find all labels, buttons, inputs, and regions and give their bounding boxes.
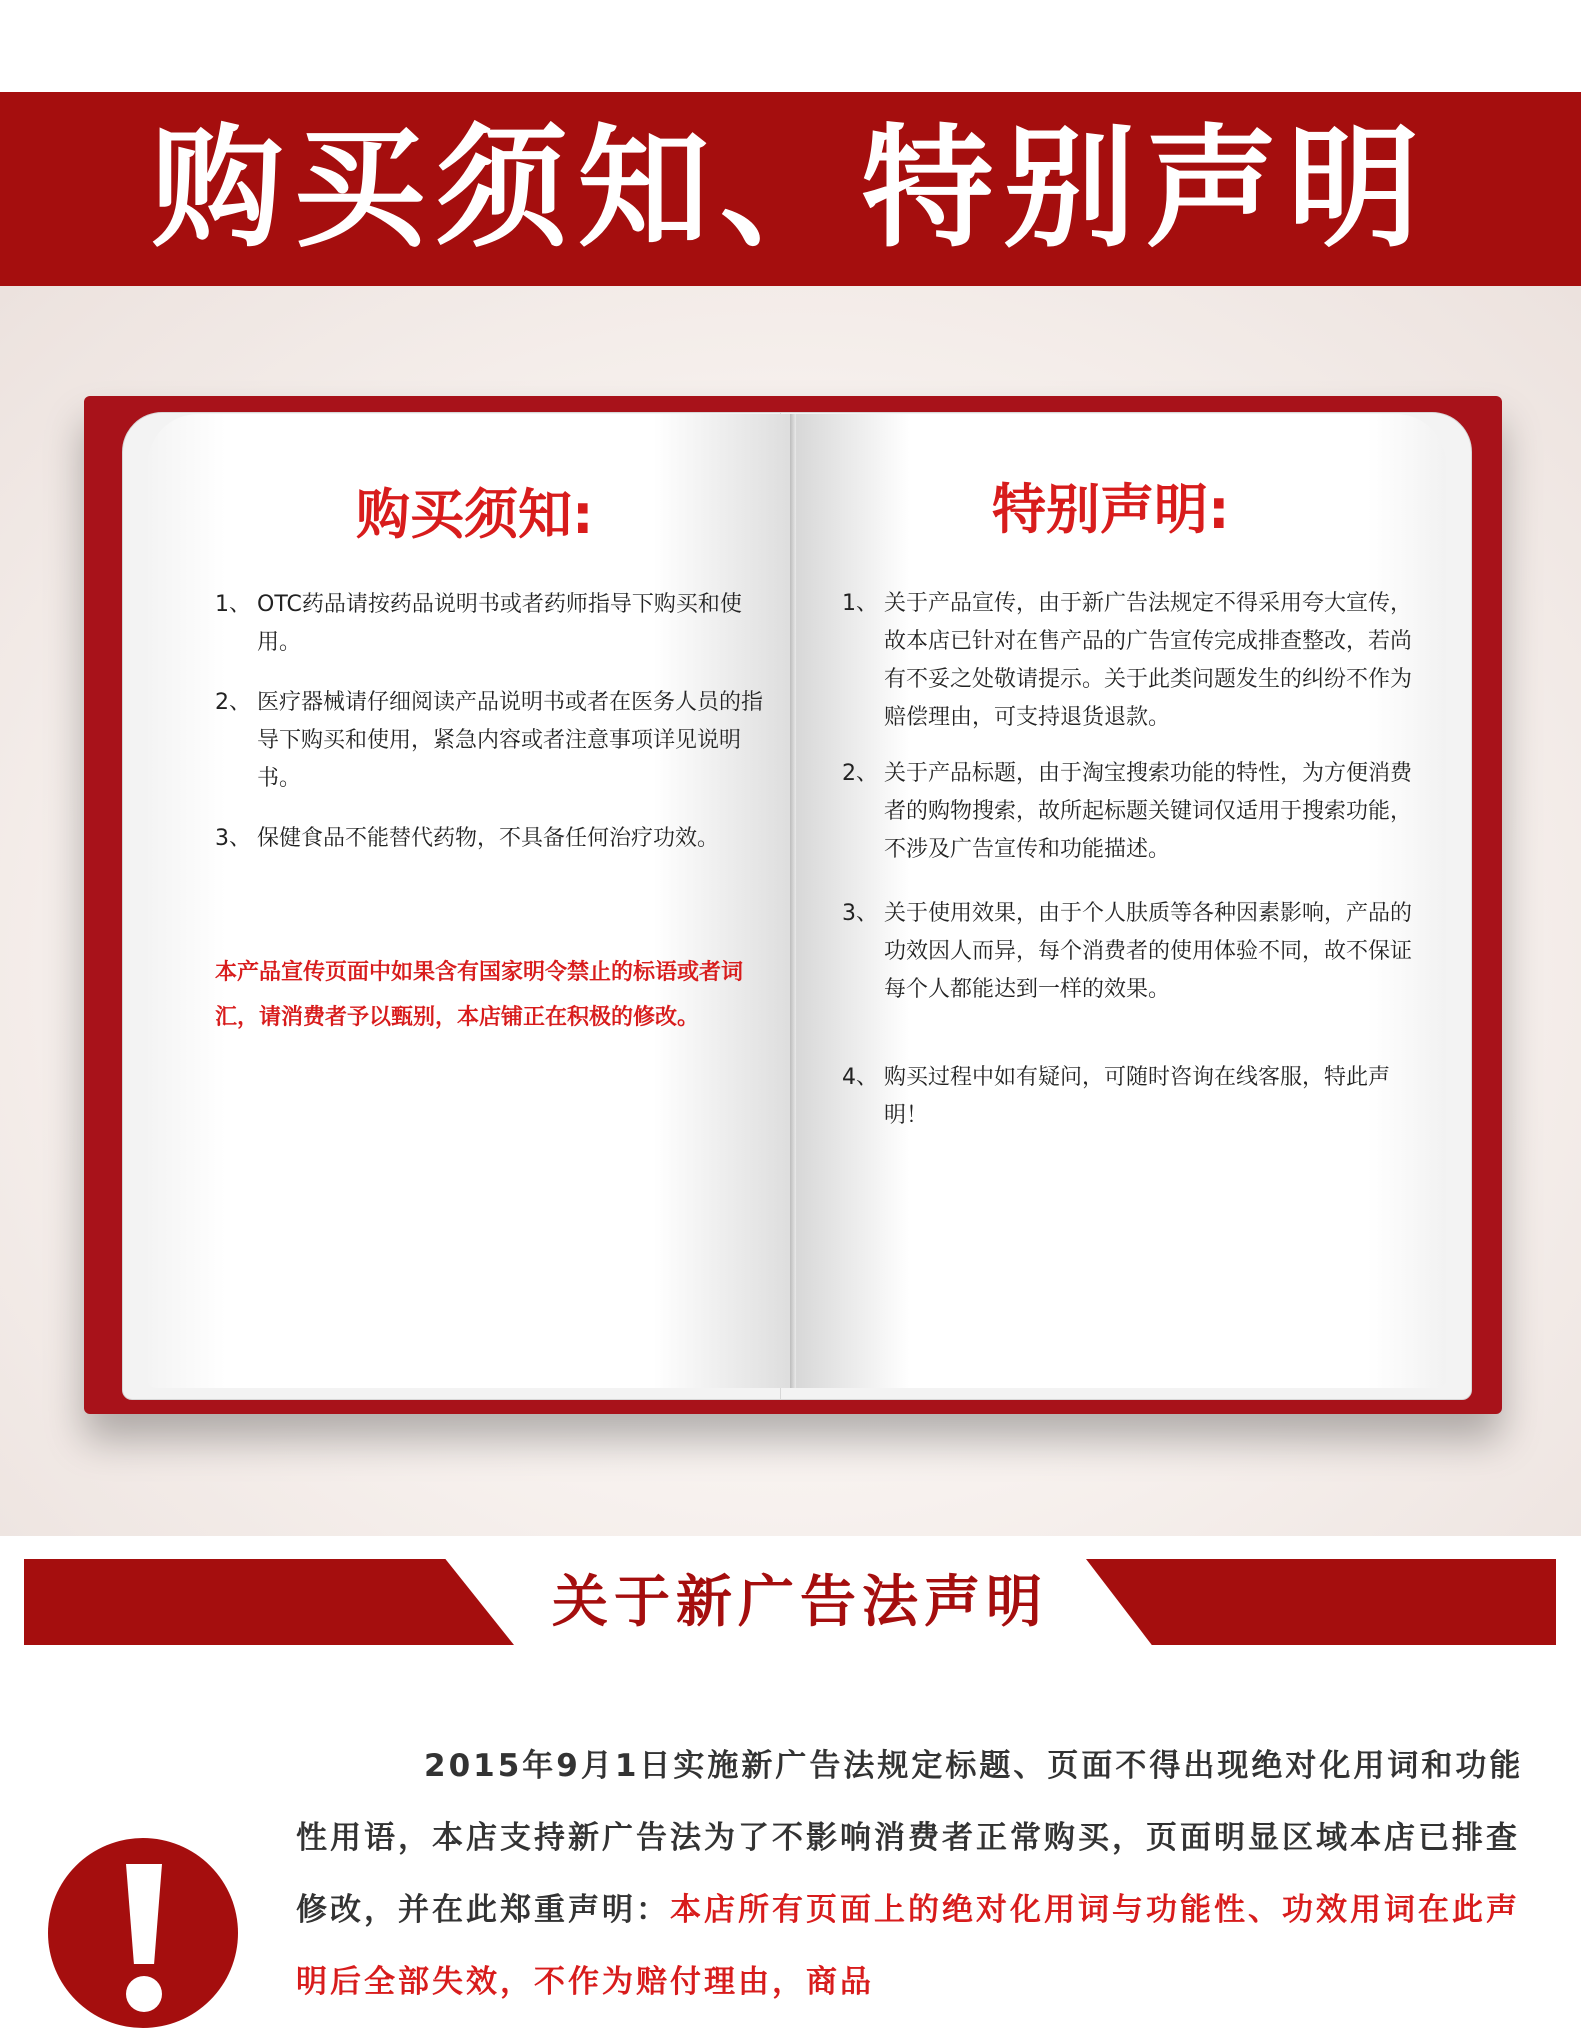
declaration-highlight: 本店所有页面上的绝对化用词与功能性、功效用词在此声明后全部失效，不作为赔付理由，商品: [296, 1892, 1520, 2000]
section-bar-right: [1086, 1559, 1556, 1645]
section-title: 关于新广告法声明: [552, 1570, 1048, 1635]
left-page: [148, 414, 796, 1388]
list-item: 1、 OTC药品请按药品说明书或者药师指导下购买和使用。: [215, 592, 742, 655]
red-warning-note: 本产品宣传页面中如果含有国家明令禁止的标语或者词汇，请消费者予以甄别，本店铺正在积极的修改。: [215, 960, 744, 1030]
header-banner: [0, 92, 1581, 286]
page-title: 购买须知、特别声明: [151, 112, 1430, 266]
list-item: 4、 购买过程中如有疑问，可随时咨询在线客服，特此声明！: [842, 1065, 1391, 1128]
purchase-notice-list: [215, 586, 775, 880]
exclamation-icon: [48, 1838, 238, 2028]
list-item: 2、 关于产品标题，由于淘宝搜索功能的特性，为方便消费者的购物搜索，故所起标题关键词仅适用于搜索功能，不涉及广告宣传和功能描述。: [842, 761, 1413, 862]
list-item: 3、 关于使用效果，由于个人肤质等各种因素影响，产品的功效因人而异，每个消费者的使用体验不同，故不保证每个人都能达到一样的效果。: [842, 901, 1413, 1002]
section-bar-left: [24, 1559, 514, 1645]
declaration-paragraph: [296, 1730, 1546, 2018]
list-item: 2、 医疗器械请仔细阅读产品说明书或者在医务人员的指导下购买和使用，紧急内容或者注意事项详见说明书。: [215, 690, 764, 791]
book-spine: [790, 414, 796, 1388]
purchase-notice-heading: 购买须知:: [356, 483, 594, 546]
declaration-text: 2015年9月1日实施新广告法规定标题、页面不得出现绝对化用词和功能性用语，本店支持新广告法为了不影响消费者正常购买，页面明显区域本店已排查修改，并在此郑重声明：: [296, 1748, 1524, 1928]
list-item: 1、 关于产品宣传，由于新广告法规定不得采用夸大宣传，故本店已针对在售产品的广告宣传完成排查整改，若尚有不妥之处敬请提示。关于此类问题发生的纠纷不作为赔偿理由，可支持退货退款。: [842, 591, 1413, 730]
special-statement-heading: 特别声明:: [992, 478, 1230, 541]
special-statement-list: [842, 585, 1416, 1135]
list-item: 3、 保健食品不能替代药物，不具备任何治疗功效。: [215, 826, 720, 851]
